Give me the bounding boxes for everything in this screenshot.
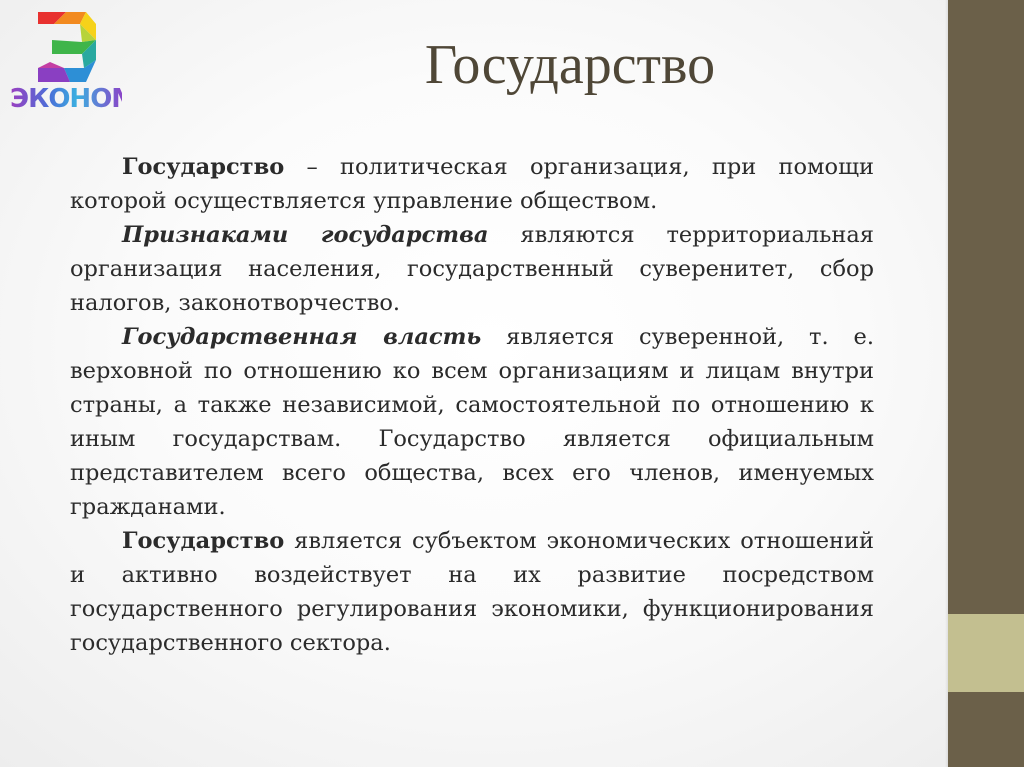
paragraph-term: Признаками государства bbox=[122, 222, 489, 248]
slide-title: Государство bbox=[424, 34, 716, 96]
slide-body bbox=[70, 150, 874, 660]
logo bbox=[10, 10, 137, 122]
paragraph-term: Государственная власть bbox=[122, 324, 482, 350]
paragraph-text: является суверенной, т. е. верховной по отношению ко всем организациям и лицам внутри страны, а также независимой, самостоятельной по отношению к иным государствам. Государство является официальным представителем всего общества, всех его членов, именуемых гражданами. bbox=[70, 324, 874, 520]
paragraph-text: являются территориальная организация населения, государственный суверенитет, сбор налогов, законотворчество. bbox=[70, 222, 875, 316]
paragraph bbox=[70, 320, 874, 524]
decorative-sidebar-accent bbox=[948, 614, 1024, 692]
e-letter-logo-icon bbox=[36, 10, 98, 84]
paragraph-term: Государство bbox=[122, 528, 285, 554]
paragraph-text: – политическая организация, при помощи которой осуществляется управление обществом. bbox=[70, 154, 874, 214]
paragraph-text: является субъектом экономических отношений и активно воздействует на их развитие посредством государственного регулирования экономики, функционирования государственного сектора. bbox=[70, 528, 874, 656]
paragraph bbox=[70, 524, 874, 660]
paragraph bbox=[70, 218, 874, 320]
paragraph bbox=[70, 150, 874, 218]
logo-text: ЭКОНОМ bbox=[10, 84, 137, 114]
paragraph-term: Государство bbox=[122, 154, 285, 180]
